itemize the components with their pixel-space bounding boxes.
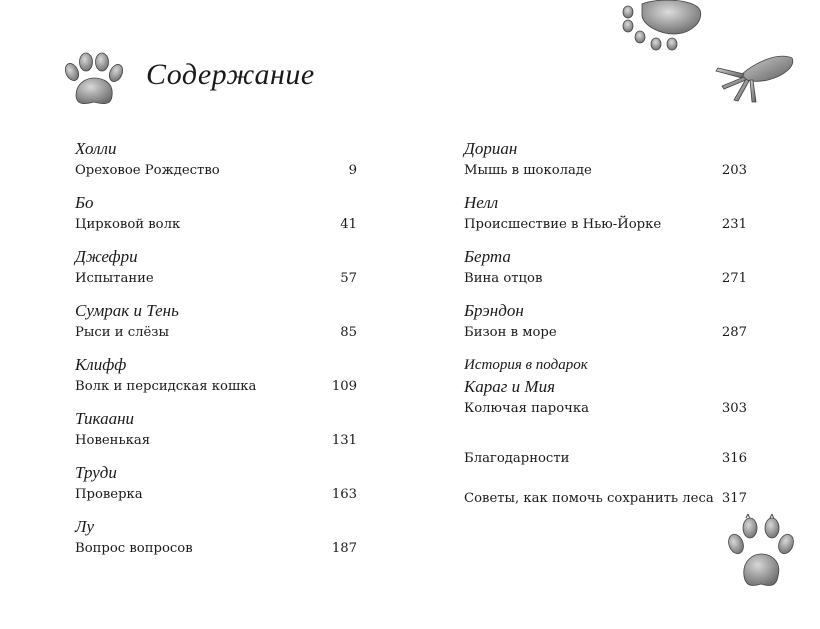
- toc-entry[interactable]: [75, 214, 357, 236]
- page-number: 231: [721, 217, 747, 232]
- section-title: Благодарности: [464, 451, 570, 466]
- story-author: Джефри: [75, 247, 138, 266]
- toc-group: [75, 462, 357, 506]
- spacer: [464, 430, 747, 448]
- page-number: 303: [721, 401, 747, 416]
- toc-group: [464, 192, 747, 236]
- toc-group: [75, 354, 357, 398]
- page-number: 317: [721, 491, 747, 506]
- paw-print-icon: [62, 52, 128, 110]
- paw-print-icon: [726, 514, 798, 592]
- toc-entry[interactable]: [75, 322, 357, 344]
- story-author: Труди: [75, 463, 117, 482]
- section-title: Советы, как помочь сохранить леса: [464, 491, 714, 506]
- page-number: 163: [331, 487, 357, 502]
- story-title: Колючая парочка: [464, 401, 589, 416]
- toc-group: [75, 408, 357, 452]
- toc-entry-forest-tips[interactable]: [464, 488, 747, 510]
- toc-entry[interactable]: [75, 376, 357, 398]
- toc-entry[interactable]: [464, 214, 747, 236]
- toc-entry[interactable]: [75, 430, 357, 452]
- toc-entry[interactable]: [464, 398, 747, 420]
- toc-entry[interactable]: [464, 322, 747, 344]
- story-author: Дориан: [464, 139, 518, 158]
- toc-group: [464, 246, 747, 290]
- page-number: 316: [721, 451, 747, 466]
- story-author: Лу: [75, 517, 95, 536]
- story-title: Рыси и слёзы: [75, 325, 169, 340]
- toc-group: [75, 138, 357, 182]
- story-author: Клифф: [75, 355, 127, 374]
- toc-group: [75, 300, 357, 344]
- page-number: 57: [340, 271, 357, 286]
- story-title: Цирковой волк: [75, 217, 181, 232]
- toc-group: [464, 300, 747, 344]
- page-number: 287: [721, 325, 747, 340]
- page-number: 9: [348, 163, 357, 178]
- toc-entry-acknowledgements[interactable]: [464, 448, 747, 470]
- toc-group: [464, 138, 747, 182]
- bird-foot-icon: [712, 52, 796, 106]
- toc-entry[interactable]: [75, 538, 357, 560]
- story-author: Тикаани: [75, 409, 135, 428]
- story-title: Вина отцов: [464, 271, 543, 286]
- page-number: 41: [340, 217, 357, 232]
- toc-entry[interactable]: [75, 160, 357, 182]
- toc-entry[interactable]: [464, 160, 747, 182]
- page-title: Содержание: [146, 58, 315, 91]
- bear-paw-icon: [614, 0, 704, 52]
- page-number: 109: [331, 379, 357, 394]
- story-title: Мышь в шоколаде: [464, 163, 592, 178]
- story-title: Испытание: [75, 271, 154, 286]
- spacer: [464, 470, 747, 488]
- story-title: Ореховое Рождество: [75, 163, 220, 178]
- page-number: 131: [331, 433, 357, 448]
- page-number: 85: [340, 325, 357, 340]
- toc-group: [75, 246, 357, 290]
- toc-entry[interactable]: [75, 484, 357, 506]
- toc-group: [75, 192, 357, 236]
- story-title: Происшествие в Нью-Йорке: [464, 217, 662, 232]
- story-author: Бо: [75, 193, 94, 212]
- story-author: Нелл: [464, 193, 499, 212]
- toc-entry[interactable]: [75, 268, 357, 290]
- gift-story-group: [464, 354, 747, 420]
- story-title: Волк и персидская кошка: [75, 379, 257, 394]
- story-title: Бизон в море: [464, 325, 557, 340]
- story-author: Караг и Мия: [464, 377, 555, 396]
- page-number: 271: [721, 271, 747, 286]
- story-author: Брэндон: [464, 301, 524, 320]
- toc-left-column: [75, 134, 357, 570]
- toc-entry[interactable]: [464, 268, 747, 290]
- story-author: Холли: [75, 139, 117, 158]
- gift-story-note: История в подарок: [464, 357, 588, 373]
- toc-group: [75, 516, 357, 560]
- page-number: 203: [721, 163, 747, 178]
- story-title: Новенькая: [75, 433, 151, 448]
- toc-right-column: [464, 134, 747, 510]
- story-title: Проверка: [75, 487, 143, 502]
- story-author: Берта: [464, 247, 511, 266]
- story-title: Вопрос вопросов: [75, 541, 193, 556]
- page-number: 187: [331, 541, 357, 556]
- story-author: Сумрак и Тень: [75, 301, 179, 320]
